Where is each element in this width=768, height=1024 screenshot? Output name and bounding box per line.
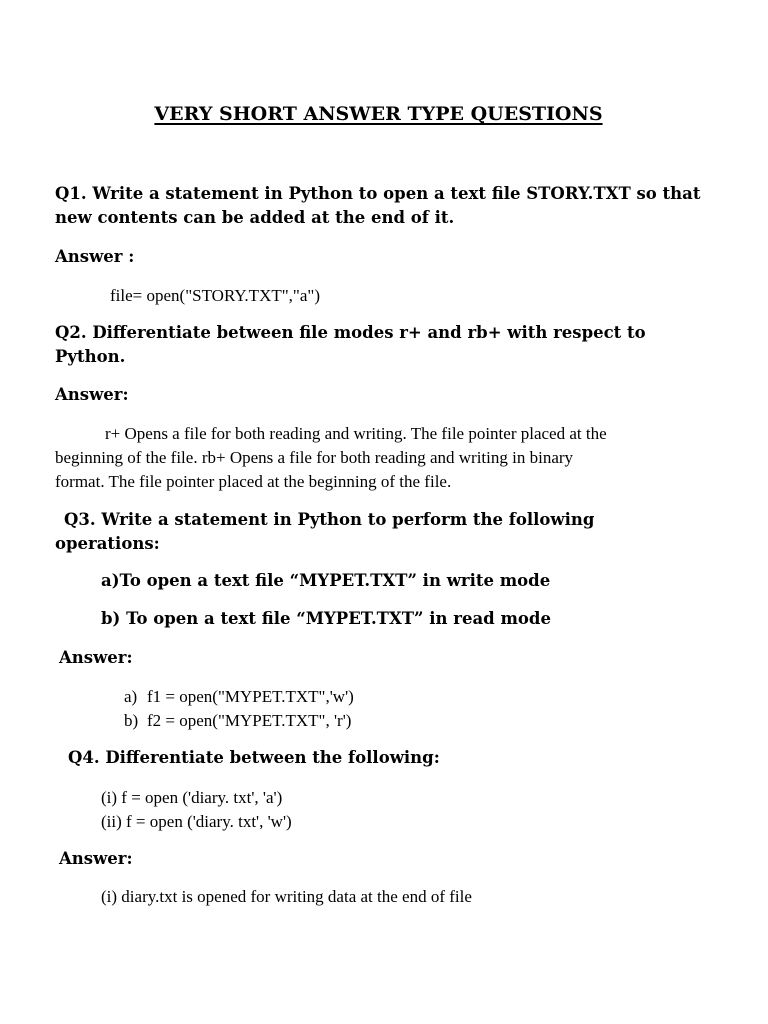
q3-part-b: b) To open a text file “MYPET.TXT” in read mode bbox=[101, 609, 551, 628]
q3-answer-a: f1 = open("MYPET.TXT",'w') bbox=[147, 687, 354, 706]
q4-question: Q4. Differentiate between the following: bbox=[68, 748, 440, 767]
q2-question-line2: Python. bbox=[55, 347, 126, 366]
q1-question-line2: new contents can be added at the end of it. bbox=[55, 208, 455, 227]
q2-answer-label: Answer: bbox=[55, 385, 129, 404]
q1-answer-code: file= open("STORY.TXT","a") bbox=[110, 286, 321, 305]
q3-answer-b: f2 = open("MYPET.TXT", 'r') bbox=[147, 711, 352, 730]
q2-question-line1: Q2. Differentiate between file modes r+ and rb+ with respect to bbox=[55, 323, 646, 342]
page-title: VERY SHORT ANSWER TYPE QUESTIONS bbox=[154, 103, 603, 125]
q1-answer-label: Answer : bbox=[55, 247, 135, 266]
q3-answer-b-marker: b) bbox=[124, 711, 139, 730]
q3-question-line2: operations: bbox=[55, 534, 160, 553]
q1-question-line1: Q1. Write a statement in Python to open a text file STORY.TXT so that bbox=[55, 184, 701, 203]
q3-answer-a-marker: a) bbox=[124, 687, 138, 706]
q4-item-ii: (ii) f = open ('diary. txt', 'w') bbox=[101, 812, 292, 831]
q2-answer-line1: r+ Opens a file for both reading and writing. The file pointer placed at the bbox=[105, 424, 607, 443]
q4-item-i: (i) f = open ('diary. txt', 'a') bbox=[101, 788, 283, 807]
q4-answer-i: (i) diary.txt is opened for writing data at the end of file bbox=[101, 887, 472, 906]
q2-answer-line3: format. The file pointer placed at the beginning of the file. bbox=[55, 472, 452, 491]
q2-answer-line2: beginning of the file. rb+ Opens a file for both reading and writing in binary bbox=[55, 448, 574, 467]
q3-answer-label: Answer: bbox=[59, 648, 133, 667]
q3-part-a: a)To open a text file “MYPET.TXT” in write mode bbox=[101, 571, 551, 590]
q3-question-line1: Q3. Write a statement in Python to perform the following bbox=[64, 510, 595, 529]
q4-answer-label: Answer: bbox=[59, 849, 133, 868]
